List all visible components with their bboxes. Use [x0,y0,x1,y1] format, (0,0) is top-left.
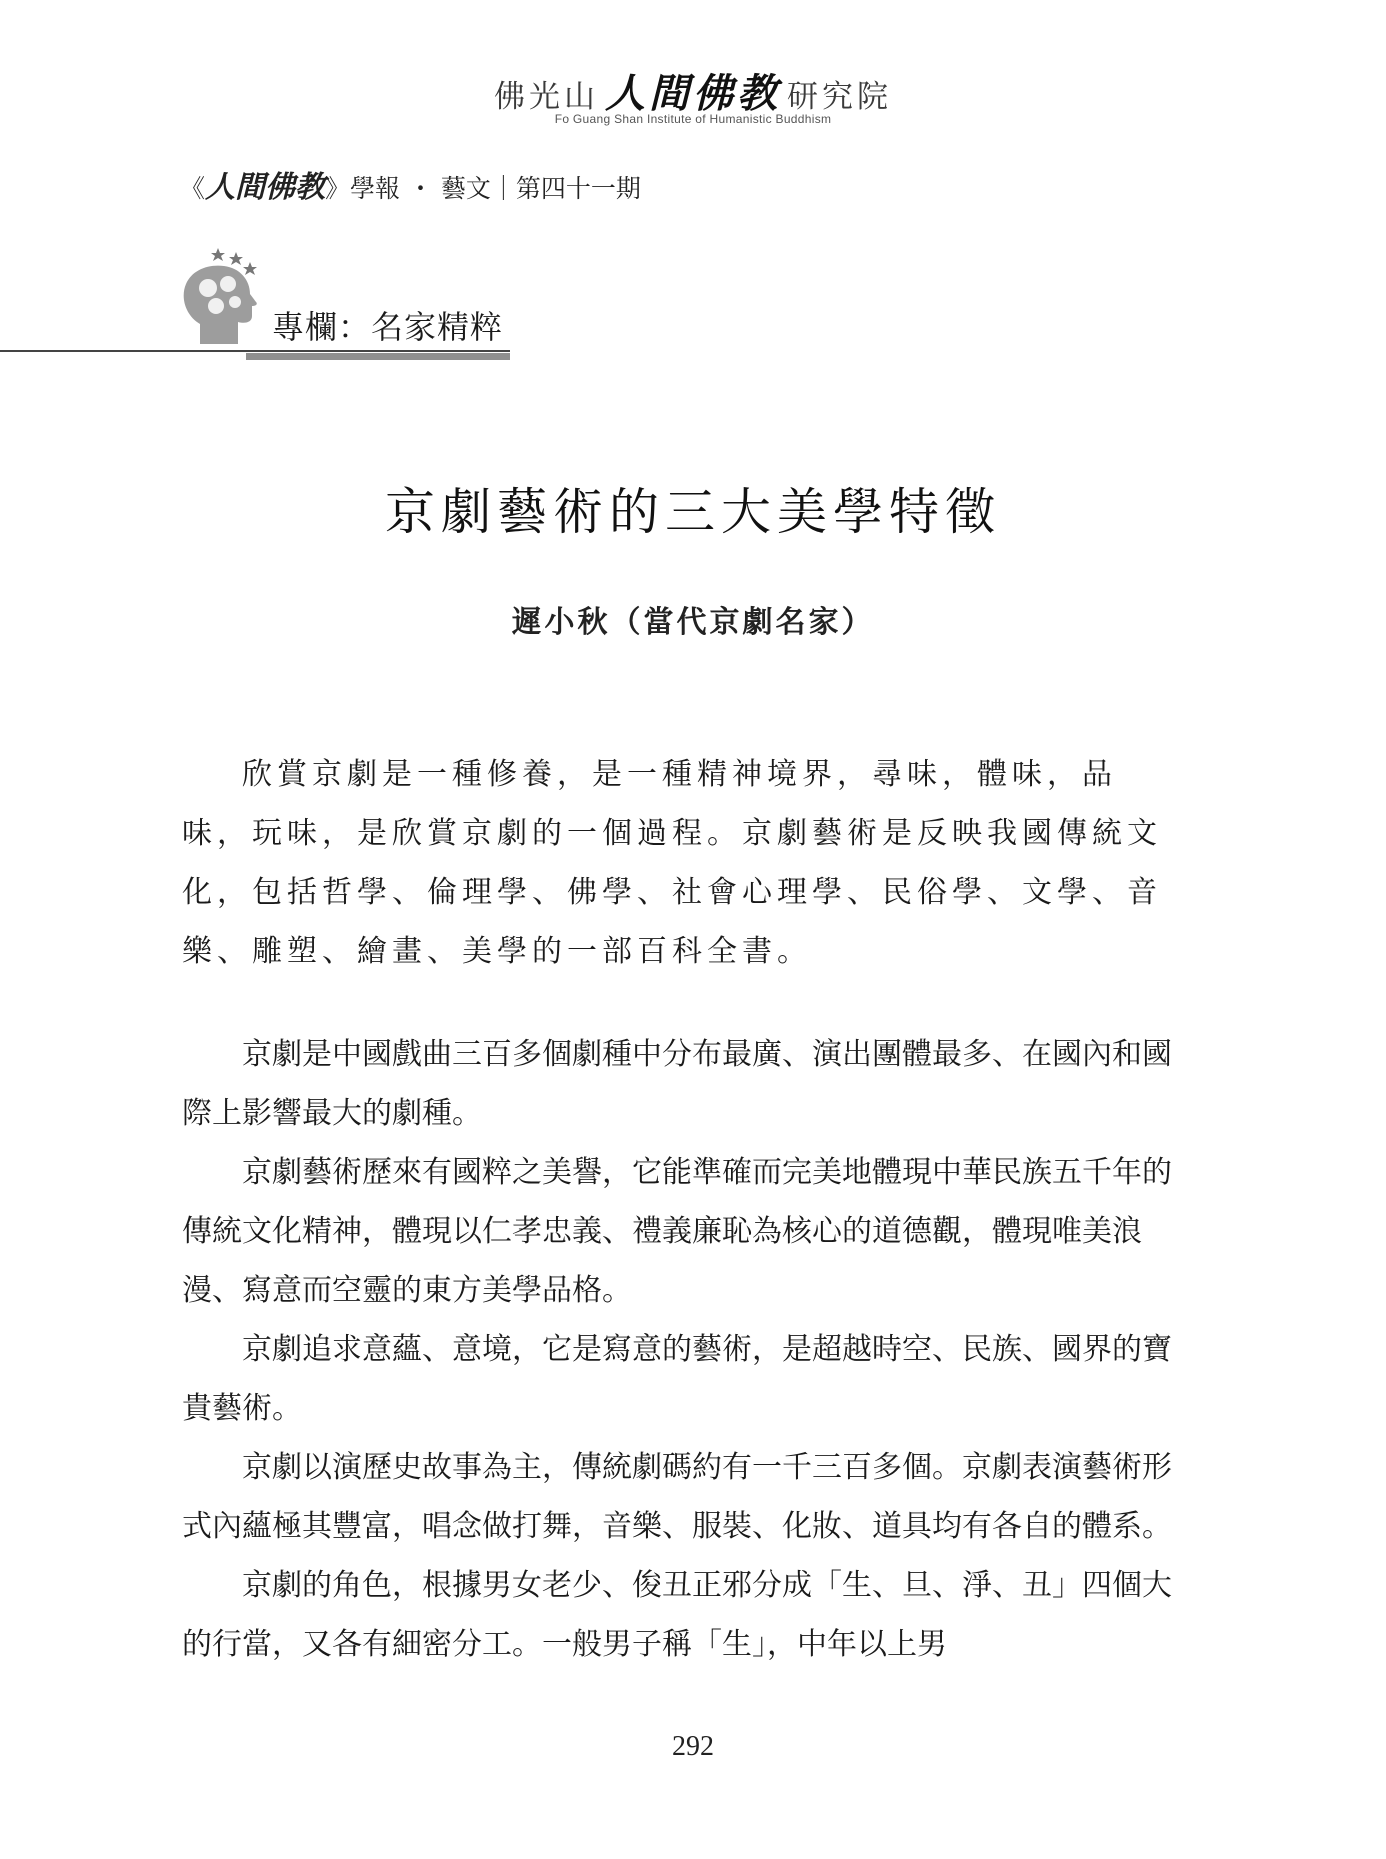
paragraph: 京劇是中國戲曲三百多個劇種中分布最廣、演出團體最多、在國內和國際上影響最大的劇種。 [182,1037,1172,1131]
paragraph: 京劇追求意蘊、意境，它是寫意的藝術，是超越時空、民族、國界的寶貴藝術。 [182,1332,1172,1426]
institute-brand: 人間佛教 [605,70,781,117]
paragraph-intro: 欣賞京劇是一種修養，是一種精神境界，尋味，體味，品味，玩味，是欣賞京劇的一個過程。京劇藝術是反映我國傳統文化，包括哲學、倫理學、佛學、社會心理學、民俗學、文學、音樂、雕塑、繪畫、美學的一部百科全書。 [182,757,1162,969]
institute-english-name: Fo Guang Shan Institute of Humanistic Buddhism [554,112,832,126]
journal-header [180,162,641,206]
column-divider [0,350,510,352]
journal-issue: 》學報 ・ 藝文｜第四十一期 [325,174,641,203]
institute-suffix: 研究院 [787,79,892,115]
head-with-stars-icon [178,236,272,354]
article-author: 遲小秋（當代京劇名家） [511,605,875,640]
article-title: 京劇藝術的三大美學特徵 [385,483,1001,541]
journal-brand: 人間佛教 [205,170,326,205]
page-number: 292 [672,1731,714,1762]
journal-open-bracket: 《 [180,174,206,203]
paragraph: 京劇的角色，根據男女老少、俊丑正邪分成「生、旦、淨、丑」四個大的行當，又各有細密分工。一般男子稱「生」，中年以上男 [182,1568,1172,1662]
paragraph: 京劇以演歷史故事為主，傳統劇碼約有一千三百多個。京劇表演藝術形式內蘊極其豐富，唱念做打舞，音樂、服裝、化妝、道具均有各自的體系。 [182,1450,1172,1544]
column-underline-bar [246,353,510,360]
article-body [182,1025,1176,1674]
institute-prefix: 佛光山 [494,79,599,115]
column-label: 專欄：名家精粹 [272,308,504,346]
institute-logo [0,62,1386,119]
paragraph: 京劇藝術歷來有國粹之美譽，它能準確而完美地體現中華民族五千年的傳統文化精神，體現以仁孝忠義、禮義廉恥為核心的道德觀，體現唯美浪漫、寫意而空靈的東方美學品格。 [182,1155,1172,1308]
